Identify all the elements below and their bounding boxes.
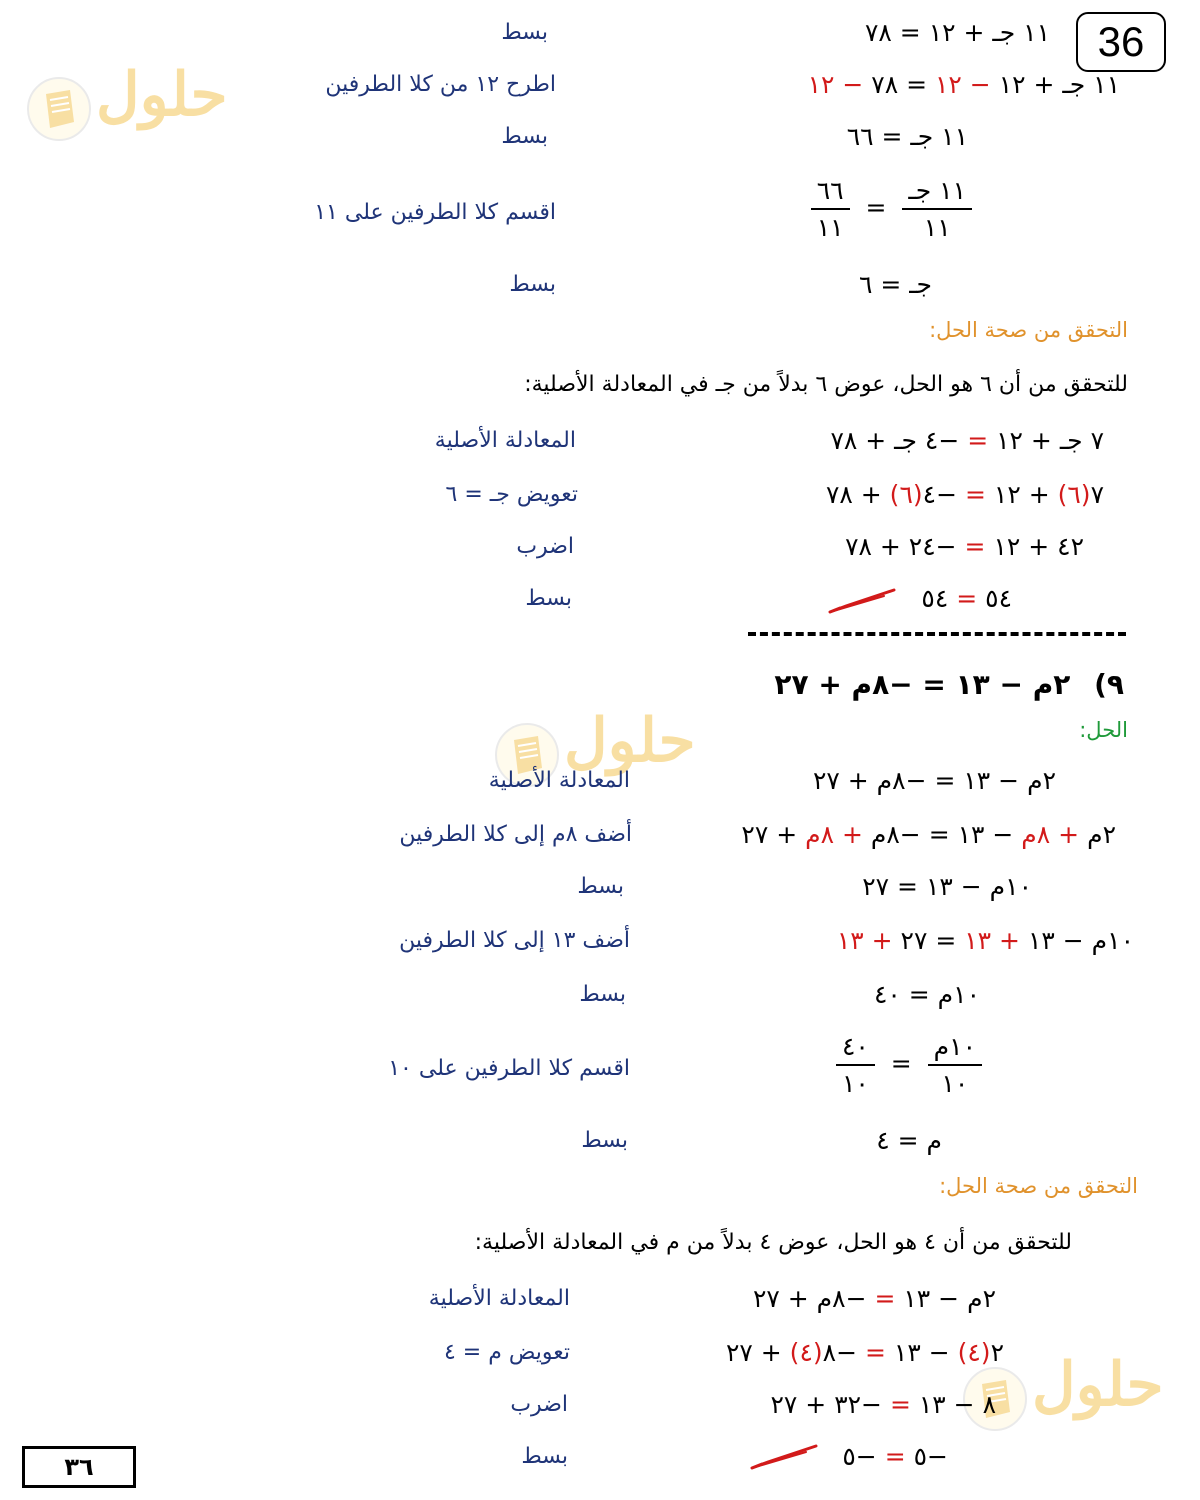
equation-step: ٧(٦) + ١٢ = −٤(٦) + ٧٨ xyxy=(825,480,1104,509)
equation-step: ٧ جـ + ١٢ = −٤ جـ + ٧٨ xyxy=(830,426,1104,455)
equation-step: −٥ = −٥ xyxy=(842,1442,948,1471)
step-note: اضرب xyxy=(510,1392,568,1417)
eq-part: ١١ جـ + ١٢ xyxy=(990,70,1120,99)
equation-step: ١١ جـ + ١٢ = ٧٨ xyxy=(865,18,1050,47)
fraction-left: $\frac{\text{١٠م}}{١٠}$ xyxy=(928,1032,982,1098)
problem-equation: ٢م − ١٣ = −٨م + ٢٧ xyxy=(774,668,1071,701)
watermark-logo-1 xyxy=(24,60,234,150)
solution-label: الحل: xyxy=(1079,718,1128,742)
equation-step: جـ = ٦ xyxy=(858,270,932,299)
equation-fraction-step: $\frac{\text{١١ جـ}}{١١}$ = $\frac{٦٦}{١١}$ xyxy=(811,176,972,242)
step-note: المعادلة الأصلية xyxy=(428,1286,570,1311)
footer-page-number: ٣٦ xyxy=(22,1446,136,1488)
section-divider xyxy=(748,632,1126,636)
step-note: المعادلة الأصلية xyxy=(488,768,630,793)
eq-part-red: − ١٢ xyxy=(934,70,991,99)
fraction-left: $\frac{\text{١١ جـ}}{١١}$ xyxy=(902,176,972,242)
equation-step: ٤٢ + ١٢ = −٢٤ + ٧٨ xyxy=(845,532,1084,561)
equation-step: ٨ − ١٣ = −٣٢ + ٢٧ xyxy=(770,1390,996,1419)
step-note: بسط xyxy=(509,272,556,297)
equation-step: ٢م − ١٣ = −٨م + ٢٧ xyxy=(752,1284,996,1313)
step-note: اقسم كلا الطرفين على ١١ xyxy=(314,200,556,225)
fraction-right: $\frac{٦٦}{١١}$ xyxy=(811,176,850,242)
equation-step: ٢م − ١٣ = −٨م + ٢٧ xyxy=(812,766,1056,795)
eq-part-red: − ١٢ xyxy=(807,70,864,99)
equation-step xyxy=(808,70,1120,99)
eq-part: = ٧٨ xyxy=(863,70,935,99)
step-note: بسط xyxy=(521,1444,568,1469)
equation-step: ١٠م − ١٣ = ٢٧ xyxy=(862,872,1032,901)
page-number-box: 36 xyxy=(1076,12,1166,72)
check-intro: للتحقق من أن ٦ هو الحل، عوض ٦ بدلاً من جـ في المعادلة الأصلية: xyxy=(524,372,1128,397)
check-heading: التحقق من صحة الحل: xyxy=(929,318,1128,342)
step-note: المعادلة الأصلية xyxy=(434,428,576,453)
equation-step: ١٠م − ١٣ + ١٣ = ٢٧ + ١٣ xyxy=(836,926,1134,955)
check-mark-icon xyxy=(826,586,898,618)
step-note: أضف ١٣ إلى كلا الطرفين xyxy=(399,928,630,953)
watermark-text: حلول xyxy=(1032,1350,1164,1420)
step-note: بسط xyxy=(581,1128,628,1153)
check-intro: للتحقق من أن ٤ هو الحل، عوض ٤ بدلاً من م في المعادلة الأصلية: xyxy=(474,1230,1072,1255)
step-note: اطرح ١٢ من كلا الطرفين xyxy=(325,72,556,97)
step-note: بسط xyxy=(579,982,626,1007)
equation-step: ١٠م = ٤٠ xyxy=(873,980,980,1009)
step-note: بسط xyxy=(501,20,548,45)
problem-number: ٩) xyxy=(1094,668,1124,701)
step-note: اضرب xyxy=(516,534,574,559)
step-note: بسط xyxy=(501,124,548,149)
watermark-text: حلول xyxy=(96,60,228,130)
check-heading: التحقق من صحة الحل: xyxy=(939,1174,1138,1198)
equation-step: ٢(٤) − ١٣ = −٨(٤) + ٢٧ xyxy=(725,1338,1004,1367)
fraction-right: $\frac{٤٠}{١٠}$ xyxy=(836,1032,875,1098)
watermark-text: حلول xyxy=(564,706,696,776)
equation-step: ٢م + ٨م − ١٣ = −٨م + ٨م + ٢٧ xyxy=(741,820,1116,849)
equation-fraction-step: $\frac{\text{١٠م}}{١٠}$ = $\frac{٤٠}{١٠}$ xyxy=(836,1032,982,1098)
equation-step: م = ٤ xyxy=(876,1126,942,1155)
step-note: اقسم كلا الطرفين على ١٠ xyxy=(388,1056,630,1081)
step-note: تعويض م = ٤ xyxy=(443,1340,570,1365)
check-mark-icon xyxy=(748,1442,820,1474)
equation-step: ١١ جـ = ٦٦ xyxy=(846,122,968,151)
watermark-book-icon xyxy=(24,74,94,144)
step-note: بسط xyxy=(525,586,572,611)
equation-step: ٥٤ = ٥٤ xyxy=(921,584,1012,613)
problem-9 xyxy=(774,668,1124,701)
step-note: بسط xyxy=(577,874,624,899)
step-note: أضف ٨م إلى كلا الطرفين xyxy=(399,822,632,847)
step-note: تعويض جـ = ٦ xyxy=(445,482,578,507)
